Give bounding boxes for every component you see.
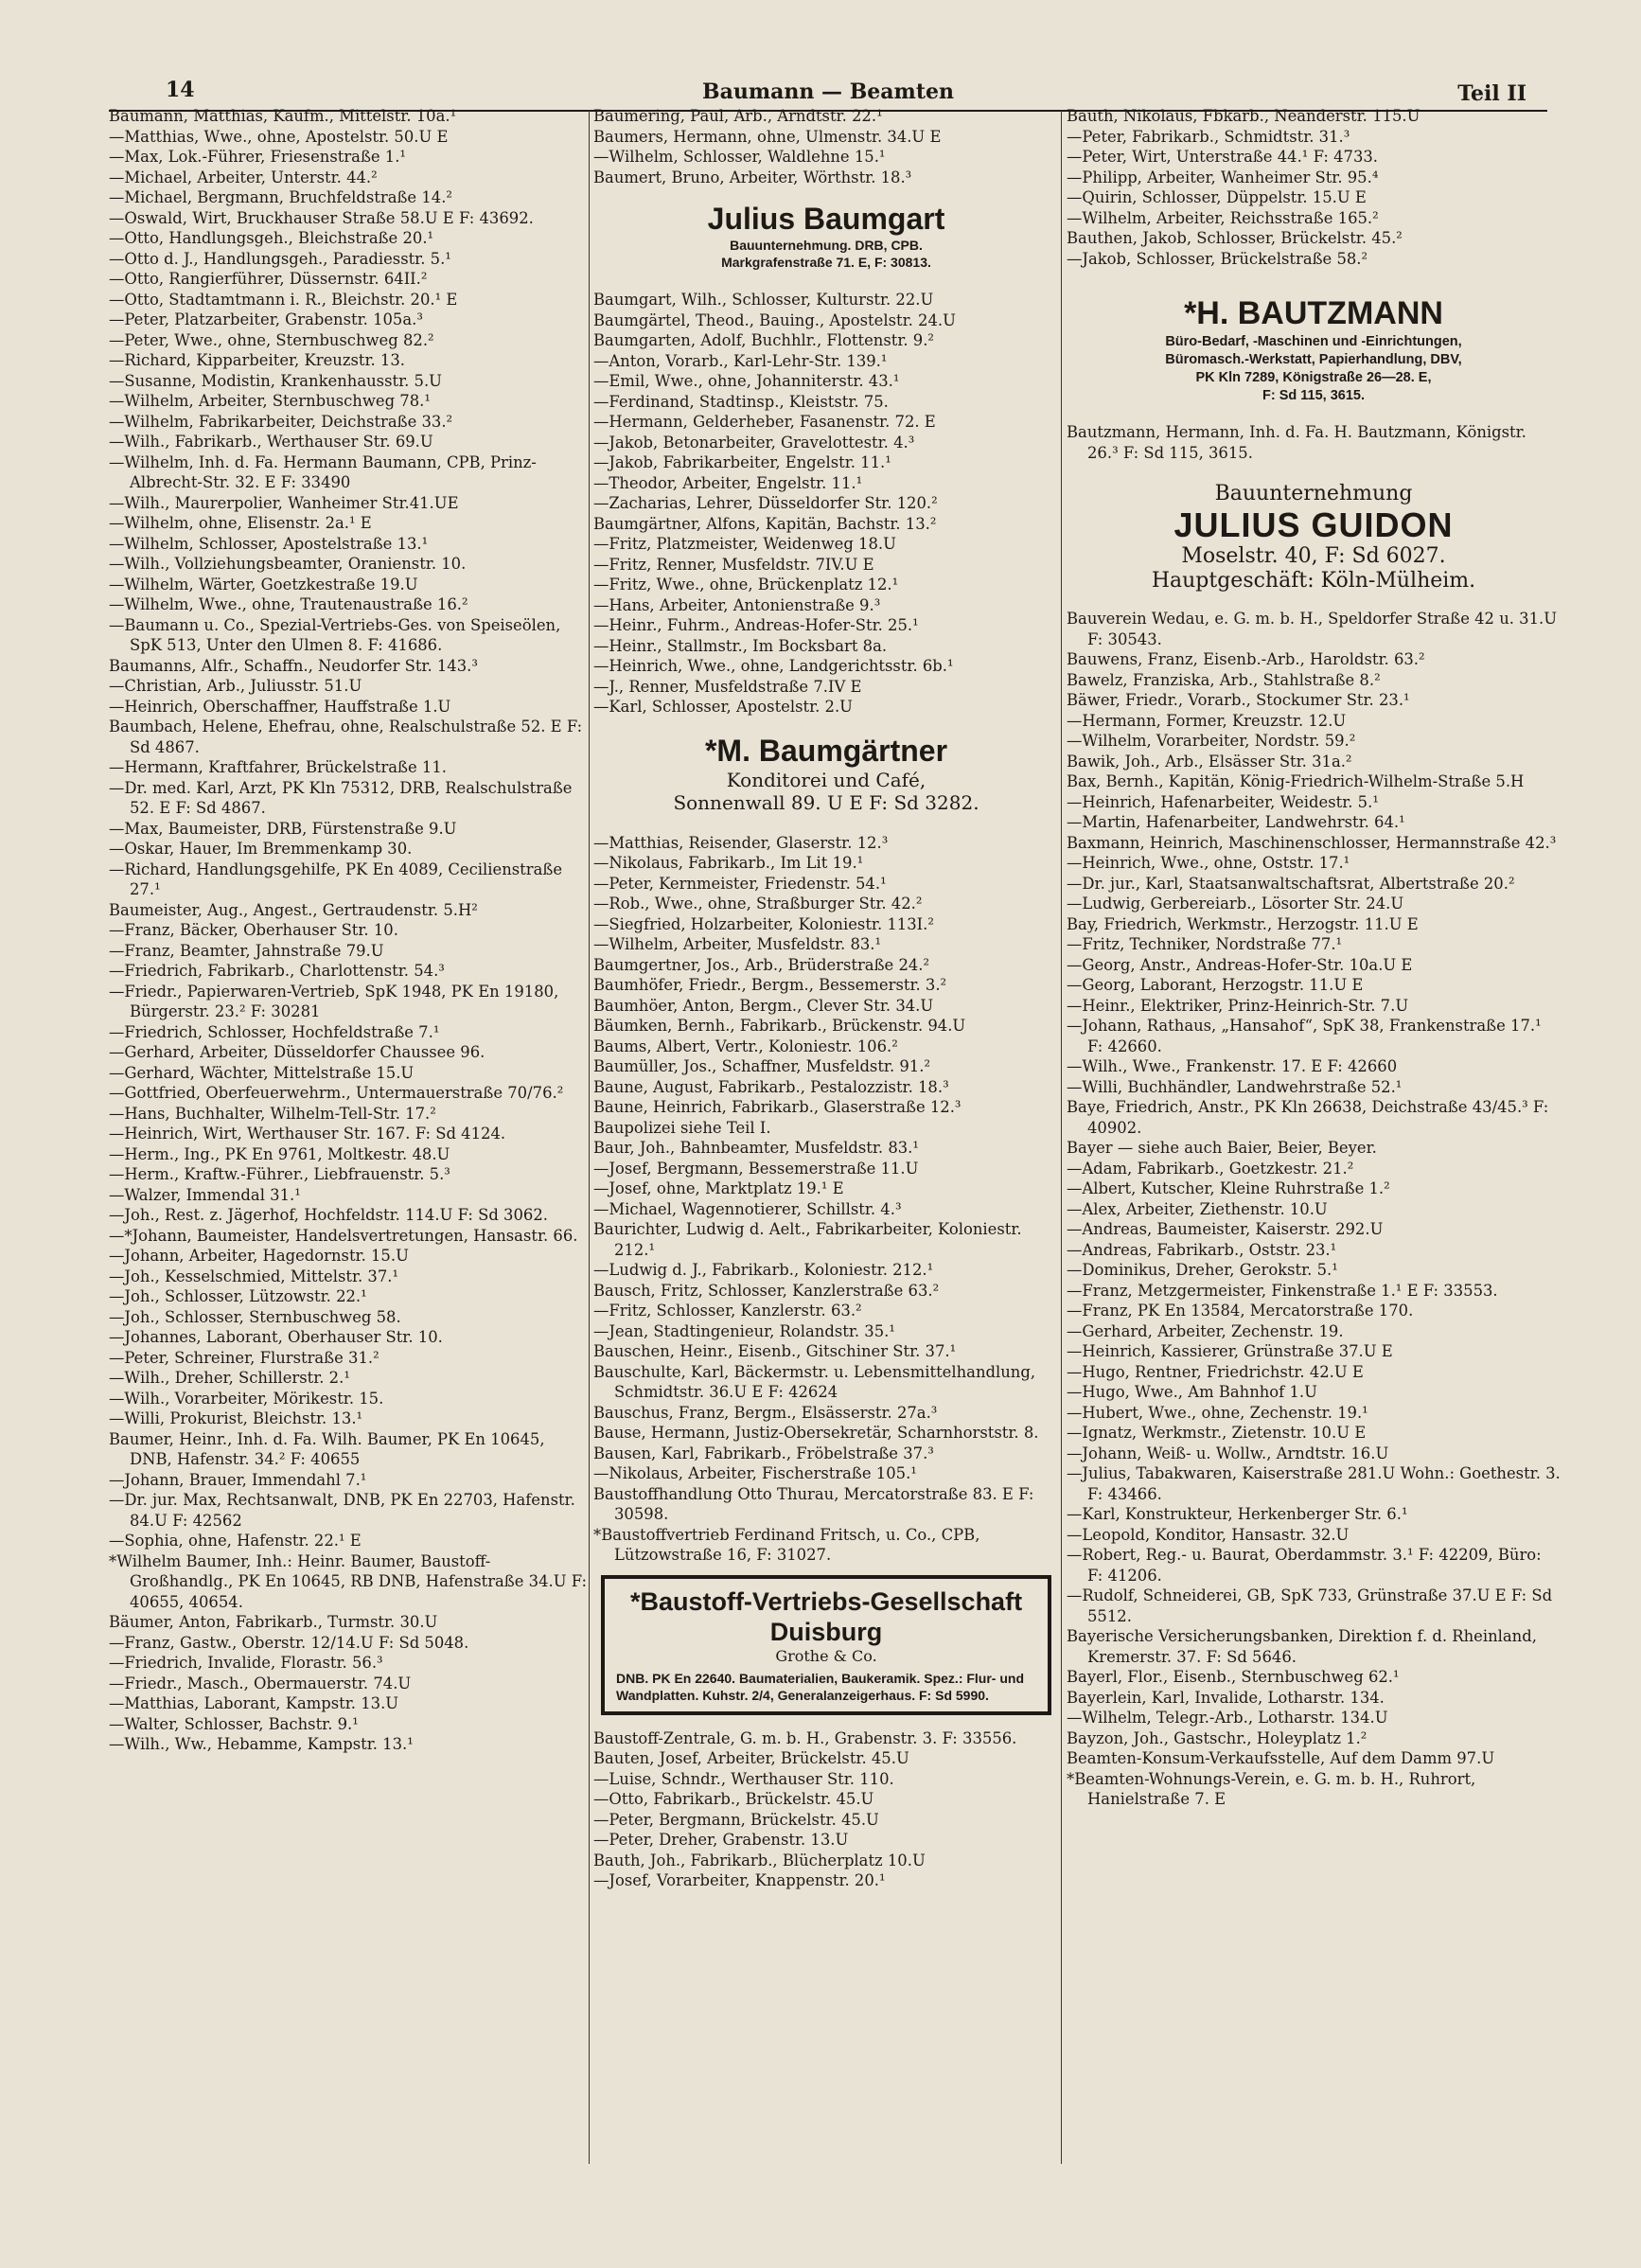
directory-entry: —Herm., Ing., PK En 9761, Moltkestr. 48.U <box>109 1144 450 1163</box>
directory-entry: —Dr. jur. Max, Rechtsanwalt, DNB, PK En 22703, Hafenstr. 84.U F: 42562 <box>109 1491 575 1530</box>
directory-entry: —Susanne, Modistin, Krankenhausstr. 5.U <box>109 371 442 390</box>
directory-entry: Bawelz, Franziska, Arb., Stahlstraße 8.² <box>1067 670 1381 689</box>
directory-entry: —Hermann, Former, Kreuzstr. 12.U <box>1067 711 1347 730</box>
directory-entry: Bautzmann, Hermann, Inh. d. Fa. H. Bautzmann, Königstr. 26.³ F: Sd 115, 3615. <box>1067 423 1526 462</box>
directory-entry: —Fritz, Schlosser, Kanzlerstr. 63.² <box>593 1302 862 1320</box>
directory-entry: Bauwens, Franz, Eisenb.-Arb., Haroldstr. 63.² <box>1067 650 1425 668</box>
directory-entry: *Wilhelm Baumer, Inh.: Heinr. Baumer, Baustoff-Großhandlg., PK En 10645, RB DNB, Hafenstraße 34.U F: 40655, 40654. <box>109 1551 588 1611</box>
directory-entry: —Anton, Vorarb., Karl-Lehr-Str. 139.¹ <box>593 351 888 370</box>
directory-entry: —Robert, Reg.- u. Baurat, Oberdammstr. 3.¹ F: 42209, Büro: F: 41206. <box>1067 1546 1542 1585</box>
directory-entry: —Peter, Bergmann, Brückelstr. 45.U <box>593 1810 879 1829</box>
directory-entry: —Walter, Schlosser, Bachstr. 9.¹ <box>109 1714 359 1733</box>
directory-entry: Bauten, Josef, Arbeiter, Brückelstr. 45.U <box>593 1749 909 1767</box>
directory-entry: —Oskar, Hauer, Im Bremmenkamp 30. <box>109 840 413 858</box>
directory-entry: —Gerhard, Arbeiter, Düsseldorfer Chaussee 96. <box>109 1043 485 1061</box>
directory-entry: —Willi, Prokurist, Bleichstr. 13.¹ <box>109 1409 363 1427</box>
directory-entry: —Karl, Schlosser, Apostelstr. 2.U <box>593 698 853 716</box>
directory-entry: Baumgarten, Adolf, Buchhlr., Flottenstr. 9.² <box>593 331 934 349</box>
directory-entry: Bauverein Wedau, e. G. m. b. H., Speldorfer Straße 42 u. 31.U F: 30543. <box>1067 610 1558 648</box>
ad-guidon <box>1067 482 1561 594</box>
directory-entry: —Friedrich, Schlosser, Hochfeldstraße 7.¹ <box>109 1022 440 1041</box>
directory-entry: Baumann, Matthias, Kaufm., Mittelstr. 10a.¹ <box>109 107 457 125</box>
entry-list <box>593 833 1059 1566</box>
directory-entry: —Joh., Rest. z. Jägerhof, Hochfeldstr. 114.U F: Sd 3062. <box>109 1206 548 1224</box>
directory-entry: —Heinr., Fuhrm., Andreas-Hofer-Str. 25.¹ <box>593 616 919 634</box>
column-middle <box>593 106 1059 1891</box>
directory-entry: —Nikolaus, Arbeiter, Fischerstraße 105.¹ <box>593 1464 917 1482</box>
column-left <box>109 106 588 1755</box>
directory-entry: —Hans, Arbeiter, Antonienstraße 9.³ <box>593 595 881 614</box>
directory-entry: —Otto, Rangierführer, Düssernstr. 64II.² <box>109 270 428 288</box>
directory-entry: —Ludwig, Gerbereiarb., Lösorter Str. 24.U <box>1067 895 1404 913</box>
directory-entry: —Heinrich, Wwe., ohne, Landgerichtsstr. 6b.¹ <box>593 657 954 675</box>
directory-entry: —Hermann, Gelderheber, Fasanenstr. 72. E <box>593 413 936 431</box>
ad-baumgart-line1: Bauunternehmung. DRB, CPB. <box>730 238 923 253</box>
directory-entry: —Franz, Bäcker, Oberhauser Str. 10. <box>109 921 398 939</box>
directory-entry: —Richard, Handlungsgehilfe, PK En 4089, Cecilienstraße 27.¹ <box>109 859 563 898</box>
entry-list <box>1067 609 1561 1810</box>
directory-entry: —Gerhard, Arbeiter, Zechenstr. 19. <box>1067 1321 1344 1340</box>
directory-entry: —Wilh., Vorarbeiter, Mörikestr. 15. <box>109 1389 384 1408</box>
directory-entry: Baumbach, Helene, Ehefrau, ohne, Realschulstraße 52. E F: Sd 4867. <box>109 718 583 756</box>
directory-entry: —Hugo, Rentner, Friedrichstr. 42.U E <box>1067 1362 1364 1381</box>
directory-entry: —Franz, Gastw., Oberstr. 12/14.U F: Sd 5048. <box>109 1633 469 1652</box>
directory-entry: —Joh., Schlosser, Sternbuschweg 58. <box>109 1307 401 1326</box>
directory-entry: —Heinrich, Hafenarbeiter, Weidestr. 5.¹ <box>1067 792 1379 811</box>
directory-entry: —Heinr., Stallmstr., Im Bocksbart 8a. <box>593 636 888 655</box>
directory-entry: —Adam, Fabrikarb., Goetzkestr. 21.² <box>1067 1159 1354 1178</box>
ad-guidon-name: JULIUS GUIDON <box>1173 505 1454 544</box>
directory-entry: —Dominikus, Dreher, Gerokstr. 5.¹ <box>1067 1261 1338 1279</box>
directory-entry: —Max, Lok.-Führer, Friesenstraße 1.¹ <box>109 148 407 166</box>
directory-entry: —Nikolaus, Fabrikarb., Im Lit 19.¹ <box>593 854 864 872</box>
directory-entry: —Georg, Anstr., Andreas-Hofer-Str. 10a.U E <box>1067 955 1413 974</box>
directory-entry: —Wilhelm, Arbeiter, Sternbuschweg 78.¹ <box>109 392 431 410</box>
directory-entry: —Wilhelm, Schlosser, Waldlehne 15.¹ <box>593 148 886 166</box>
ad-bautzmann-line2: Büromasch.-Werkstatt, Papierhandlung, DBV, <box>1165 352 1462 367</box>
directory-entry: Baupolizei siehe Teil I. <box>593 1118 771 1137</box>
directory-entry: —Jean, Stadtingenieur, Rolandstr. 35.¹ <box>593 1321 895 1340</box>
directory-entry: —Willi, Buchhändler, Landwehrstraße 52.¹ <box>1067 1077 1403 1096</box>
directory-entry: —Wilh., Ww., Hebamme, Kampstr. 13.¹ <box>109 1735 414 1753</box>
directory-entry: —Otto, Handlungsgeh., Bleichstraße 20.¹ <box>109 229 434 247</box>
directory-entry: —Wilhelm, Schlosser, Apostelstraße 13.¹ <box>109 534 429 553</box>
ad-bautzmann <box>1067 293 1561 405</box>
entry-list <box>1067 106 1561 269</box>
directory-entry: —Wilh., Vollziehungsbeamter, Oranienstr. 10. <box>109 555 467 573</box>
directory-entry: Baur, Joh., Bahnbeamter, Musfeldstr. 83.¹ <box>593 1139 919 1157</box>
directory-entry: Bawik, Joh., Arb., Elsässer Str. 31a.² <box>1067 752 1352 771</box>
directory-entry: Bäwer, Friedr., Vorarb., Stockumer Str. 23.¹ <box>1067 691 1410 709</box>
directory-entry: Bayzon, Joh., Gastschr., Holeyplatz 1.² <box>1067 1728 1368 1747</box>
ad-bautzmann-line1: Büro-Bedarf, -Maschinen und -Einrichtungen, <box>1165 334 1462 349</box>
directory-entry: —Peter, Platzarbeiter, Grabenstr. 105a.³ <box>109 310 423 328</box>
directory-entry: —Sophia, ohne, Hafenstr. 22.¹ E <box>109 1532 362 1550</box>
directory-entry: —Wilhelm, Wwe., ohne, Trautenaustraße 16.² <box>109 595 468 613</box>
directory-entry: —Dr. jur., Karl, Staatsanwaltschaftsrat, Albertstraße 20.² <box>1067 874 1515 893</box>
directory-entry: Baumer, Heinr., Inh. d. Fa. Wilh. Baumer, PK En 10645, DNB, Hafenstr. 34.² F: 40655 <box>109 1429 545 1468</box>
directory-entry: —Martin, Hafenarbeiter, Landwehrstr. 64.¹ <box>1067 813 1405 831</box>
directory-entry: —Heinrich, Wwe., ohne, Oststr. 17.¹ <box>1067 854 1350 872</box>
ad-guidon-line3: Hauptgeschäft: Köln-Mülheim. <box>1151 569 1476 593</box>
directory-entry: —Wilhelm, Fabrikarbeiter, Deichstraße 33.² <box>109 412 453 431</box>
directory-entry: —Peter, Fabrikarb., Schmidtstr. 31.³ <box>1067 127 1350 146</box>
ad-guidon-line2: Moselstr. 40, F: Sd 6027. <box>1181 544 1446 568</box>
directory-entry: —Karl, Konstrukteur, Herkenberger Str. 6.¹ <box>1067 1505 1408 1523</box>
directory-entry: —Walzer, Immendal 31.¹ <box>109 1185 301 1204</box>
directory-entry: —Siegfried, Holzarbeiter, Koloniestr. 113I.² <box>593 914 934 933</box>
directory-entry: Bausch, Fritz, Schlosser, Kanzlerstraße 63.² <box>593 1281 940 1300</box>
directory-entry: —Matthias, Reisender, Glaserstr. 12.³ <box>593 833 889 852</box>
directory-entry: —Franz, PK En 13584, Mercatorstraße 170. <box>1067 1302 1414 1320</box>
directory-entry: Baumgärtel, Theod., Bauing., Apostelstr. 24.U <box>593 310 956 329</box>
directory-entry: Baune, August, Fabrikarb., Pestalozzistr. 18.³ <box>593 1077 949 1096</box>
directory-entry: —Ignatz, Werkmstr., Zietenstr. 10.U E <box>1067 1424 1367 1442</box>
directory-entry: —Peter, Dreher, Grabenstr. 13.U <box>593 1831 849 1849</box>
directory-entry: Bause, Hermann, Justiz-Obersekretär, Scharnhorststr. 8. <box>593 1424 1039 1442</box>
directory-entry: —Hans, Buchhalter, Wilhelm-Tell-Str. 17.² <box>109 1104 436 1123</box>
directory-entry: —Peter, Kernmeister, Friedenstr. 54.¹ <box>593 874 887 893</box>
directory-entry: —Johannes, Laborant, Oberhauser Str. 10. <box>109 1328 443 1346</box>
directory-entry: —Hugo, Wwe., Am Bahnhof 1.U <box>1067 1383 1317 1401</box>
directory-entry: —Johann, Weiß- u. Wollw., Arndtstr. 16.U <box>1067 1444 1389 1462</box>
directory-entry: Baumgertner, Jos., Arb., Brüderstraße 24.² <box>593 955 930 974</box>
directory-entry: —Herm., Kraftw.-Führer., Liebfrauenstr. 5.³ <box>109 1165 450 1183</box>
directory-entry: Baums, Albert, Vertr., Koloniestr. 106.² <box>593 1037 898 1055</box>
directory-entry: —Peter, Wirt, Unterstraße 44.¹ F: 4733. <box>1067 148 1379 166</box>
directory-entry: —Wilhelm, Vorarbeiter, Nordstr. 59.² <box>1067 732 1356 750</box>
directory-entry: Baurichter, Ludwig d. Aelt., Fabrikarbeiter, Koloniestr. 212.¹ <box>593 1220 1022 1259</box>
directory-entry: —Emil, Wwe., ohne, Johanniterstr. 43.¹ <box>593 372 900 390</box>
directory-entry: —Josef, ohne, Marktplatz 19.¹ E <box>593 1179 844 1197</box>
directory-entry: —Heinrich, Oberschaffner, Hauffstraße 1.U <box>109 697 451 716</box>
directory-entry: —Josef, Vorarbeiter, Knappenstr. 20.¹ <box>593 1871 886 1889</box>
directory-entry: —Heinr., Elektriker, Prinz-Heinrich-Str. 7.U <box>1067 996 1409 1015</box>
directory-entry: —Wilhelm, Telegr.-Arb., Lotharstr. 134.U <box>1067 1709 1388 1727</box>
directory-entry: Baustoff-Zentrale, G. m. b. H., Grabenstr. 3. F: 33556. <box>593 1728 1017 1747</box>
directory-entry: —Joh., Kesselschmied, Mittelstr. 37.¹ <box>109 1267 399 1285</box>
directory-entry: Baumeister, Aug., Angest., Gertraudenstr. 5.H² <box>109 900 478 919</box>
directory-entry: —Fritz, Wwe., ohne, Brückenplatz 12.¹ <box>593 576 899 594</box>
directory-entry: Baumering, Paul, Arb., Arndtstr. 22.¹ <box>593 107 883 125</box>
entry-list <box>109 106 588 1755</box>
directory-entry: Baumanns, Alfr., Schaffn., Neudorfer Str. 143.³ <box>109 656 478 675</box>
entry-list <box>593 1728 1059 1891</box>
directory-entry: —Matthias, Laborant, Kampstr. 13.U <box>109 1694 399 1712</box>
ad-bautzmann-line3: PK Kln 7289, Königstraße 26—28. E, <box>1195 370 1432 385</box>
directory-entry: —Otto, Fabrikarb., Brückelstr. 45.U <box>593 1790 874 1808</box>
directory-entry: Bauschus, Franz, Bergm., Elsässerstr. 27a.³ <box>593 1403 938 1422</box>
directory-entry: Bayerische Versicherungsbanken, Direktion f. d. Rheinland, Kremerstr. 37. F: Sd 5646. <box>1067 1627 1537 1666</box>
ad-baustoff-box <box>601 1575 1051 1715</box>
directory-entry: —Franz, Metzgermeister, Finkenstraße 1.¹ E F: 33553. <box>1067 1281 1498 1300</box>
directory-entry: Bausen, Karl, Fabrikarb., Fröbelstraße 37.³ <box>593 1444 934 1462</box>
directory-entry: Baumgärtner, Alfons, Kapitän, Bachstr. 13.² <box>593 514 937 533</box>
directory-entry: Bayerl, Flor., Eisenb., Sternbuschweg 62.¹ <box>1067 1668 1400 1686</box>
directory-entry: —Peter, Schreiner, Flurstraße 31.² <box>109 1348 379 1367</box>
directory-entry: —Heinrich, Kassierer, Grünstraße 37.U E <box>1067 1342 1393 1360</box>
directory-entry: Baustoffhandlung Otto Thurau, Mercatorstraße 83. E F: 30598. <box>593 1484 1034 1523</box>
directory-entry: —Wilhelm, ohne, Elisenstr. 2a.¹ E <box>109 514 372 532</box>
directory-entry: —Jakob, Betonarbeiter, Gravelottestr. 4.³ <box>593 433 915 452</box>
directory-entry: —Theodor, Arbeiter, Engelstr. 11.¹ <box>593 473 863 492</box>
directory-entry: —Rudolf, Schneiderei, GB, SpK 733, Grünstraße 37.U E F: Sd 5512. <box>1067 1586 1553 1625</box>
directory-entry: —Andreas, Fabrikarb., Oststr. 23.¹ <box>1067 1240 1337 1259</box>
directory-entry: —Wilh., Wwe., Frankenstr. 17. E F: 42660 <box>1067 1057 1398 1075</box>
directory-entry: —Friedr., Papierwaren-Vertrieb, SpK 1948, PK En 19180, Bürgerstr. 23.² F: 30281 <box>109 982 559 1020</box>
ad-guidon-line1: Bauunternehmung <box>1214 482 1413 505</box>
directory-entry: —Wilh., Maurerpolier, Wanheimer Str.41.UE <box>109 493 459 512</box>
directory-entry: Baumert, Bruno, Arbeiter, Wörthstr. 18.³ <box>593 168 912 186</box>
ad-baumgaertner <box>593 733 1059 814</box>
directory-entry: —Christian, Arb., Juliusstr. 51.U <box>109 677 362 695</box>
directory-entry: —Otto, Stadtamtmann i. R., Bleichstr. 20.¹ E <box>109 290 458 309</box>
column-right <box>1067 106 1561 1810</box>
directory-entry: —Jakob, Schlosser, Brückelstraße 58.² <box>1067 249 1368 268</box>
directory-entry: —Matthias, Wwe., ohne, Apostelstr. 50.U E <box>109 127 449 146</box>
directory-entry: —Peter, Wwe., ohne, Sternbuschweg 82.² <box>109 330 434 349</box>
directory-entry: Baye, Friedrich, Anstr., PK Kln 26638, Deichstraße 43/45.³ F: 40902. <box>1067 1098 1549 1137</box>
directory-entry: —Josef, Bergmann, Bessemerstraße 11.U <box>593 1159 919 1178</box>
directory-entry: Bayer — siehe auch Baier, Beier, Beyer. <box>1067 1139 1377 1157</box>
directory-entry: —Otto d. J., Handlungsgeh., Paradiesstr. 5.¹ <box>109 249 451 268</box>
directory-entry: —Albert, Kutscher, Kleine Ruhrstraße 1.² <box>1067 1179 1390 1197</box>
directory-entry: Bauth, Joh., Fabrikarb., Blücherplatz 10.U <box>593 1851 926 1869</box>
column-divider <box>1061 110 1062 2164</box>
directory-entry: Baune, Heinrich, Fabrikarb., Glaserstraße 12.³ <box>593 1098 962 1116</box>
directory-entry: —Friedrich, Invalide, Florastr. 56.³ <box>109 1654 383 1672</box>
directory-entry: —Alex, Arbeiter, Ziethenstr. 10.U <box>1067 1199 1328 1218</box>
entry-list <box>593 290 1059 718</box>
directory-entry: —Gerhard, Wächter, Mittelstraße 15.U <box>109 1063 415 1082</box>
directory-entry: Bayerlein, Karl, Invalide, Lotharstr. 134. <box>1067 1688 1385 1707</box>
directory-entry: —Wilhelm, Arbeiter, Musfeldstr. 83.¹ <box>593 935 882 953</box>
ad-baustoff-title: *Baustoff-Vertriebs-Gesellschaft Duisburg <box>629 1586 1023 1646</box>
directory-entry: —Ferdinand, Stadtinsp., Kleiststr. 75. <box>593 392 889 411</box>
ad-baumgaertner-name: *M. Baumgärtner <box>704 733 948 768</box>
column-divider <box>589 110 590 2164</box>
directory-entry: —Jakob, Fabrikarbeiter, Engelstr. 11.¹ <box>593 453 891 471</box>
directory-entry: —J., Renner, Musfeldstraße 7.IV E <box>593 677 862 696</box>
directory-entry: Bäumer, Anton, Fabrikarb., Turmstr. 30.U <box>109 1613 438 1631</box>
directory-entry: Baumhöfer, Friedr., Bergm., Bessemerstr. 3.² <box>593 976 947 994</box>
directory-entry: —Johann, Rathaus, „Hansahof“, SpK 38, Frankenstraße 17.¹ F: 42660. <box>1067 1017 1542 1055</box>
directory-entry: —Joh., Schlosser, Lützowstr. 22.¹ <box>109 1287 367 1305</box>
directory-entry: —Wilh., Fabrikarb., Werthauser Str. 69.U <box>109 433 433 451</box>
directory-entry: —Zacharias, Lehrer, Düsseldorfer Str. 120.² <box>593 494 938 512</box>
directory-entry: —Michael, Arbeiter, Unterstr. 44.² <box>109 168 378 186</box>
directory-entry: —Philipp, Arbeiter, Wanheimer Str. 95.⁴ <box>1067 168 1379 186</box>
directory-entry: Bauthen, Jakob, Schlosser, Brückelstr. 45.² <box>1067 229 1403 247</box>
directory-entry: —Wilhelm, Arbeiter, Reichsstraße 165.² <box>1067 208 1379 227</box>
page-number: 14 <box>166 78 195 102</box>
directory-entry: *Beamten-Wohnungs-Verein, e. G. m. b. H., Ruhrort, Hanielstraße 7. E <box>1067 1769 1476 1808</box>
directory-entry: —Max, Baumeister, DRB, Fürstenstraße 9.U <box>109 819 457 838</box>
directory-entry: *Baustoffvertrieb Ferdinand Fritsch, u. Co., CPB, Lützowstraße 16, F: 31027. <box>593 1525 980 1564</box>
directory-entry: Bay, Friedrich, Werkmstr., Herzogstr. 11.U E <box>1067 914 1419 933</box>
ad-baustoff-body: DNB. PK En 22640. Baumaterialien, Baukeramik. Spez.: Flur- und Wandplatten. Kuhstr. 2/4, Generalanzeigerhaus. F: Sd 5990. <box>616 1670 1025 1703</box>
directory-entry: —Michael, Wagennotierer, Schillstr. 4.³ <box>593 1199 902 1218</box>
ad-bautzmann-title: *H. BAUTZMANN <box>1184 295 1443 331</box>
directory-entry: Baxmann, Heinrich, Maschinenschlosser, Hermannstraße 42.³ <box>1067 833 1557 852</box>
directory-entry: —Richard, Kipparbeiter, Kreuzstr. 13. <box>109 351 405 369</box>
directory-entry: —Rob., Wwe., ohne, Straßburger Str. 42.² <box>593 895 923 913</box>
directory-entry: Baumers, Hermann, ohne, Ulmenstr. 34.U E <box>593 127 942 146</box>
directory-entry: —Fritz, Platzmeister, Weidenweg 18.U <box>593 535 896 553</box>
directory-entry: —Wilh., Dreher, Schillerstr. 2.¹ <box>109 1369 350 1387</box>
directory-entry: —Julius, Tabakwaren, Kaiserstraße 281.U Wohn.: Goethestr. 3. F: 43466. <box>1067 1464 1561 1503</box>
directory-entry: —Franz, Beamter, Jahnstraße 79.U <box>109 941 384 960</box>
directory-entry: —Wilhelm, Wärter, Goetzkestraße 19.U <box>109 575 418 594</box>
directory-entry: —Hubert, Wwe., ohne, Zechenstr. 19.¹ <box>1067 1403 1368 1422</box>
directory-entry: —Andreas, Baumeister, Kaiserstr. 292.U <box>1067 1220 1384 1238</box>
directory-entry: —Baumann u. Co., Spezial-Vertriebs-Ges. von Speiseölen, SpK 513, Unter den Ulmen 8. F: 41686. <box>109 615 561 654</box>
directory-entry: —Friedrich, Fabrikarb., Charlottenstr. 54.³ <box>109 962 445 980</box>
ad-baustoff-sub: Grothe & Co. <box>775 1646 877 1665</box>
running-title: Baumann — Beamten <box>702 80 954 104</box>
directory-entry: —Gottfried, Oberfeuerwehrm., Untermauerstraße 70/76.² <box>109 1084 564 1102</box>
directory-entry: —Hermann, Kraftfahrer, Brückelstraße 11. <box>109 758 447 776</box>
directory-entry: —Ludwig d. J., Fabrikarb., Koloniestr. 212.¹ <box>593 1261 934 1279</box>
directory-entry: —*Johann, Baumeister, Handelsvertretungen, Hansastr. 66. <box>109 1226 578 1245</box>
directory-entry: —Friedr., Masch., Obermauerstr. 74.U <box>109 1674 412 1692</box>
directory-entry: —Fritz, Techniker, Nordstraße 77.¹ <box>1067 935 1343 953</box>
entry-list <box>1067 422 1561 463</box>
ad-bautzmann-line4: F: Sd 115, 3615. <box>1262 388 1365 403</box>
directory-entry: —Michael, Bergmann, Bruchfeldstraße 14.² <box>109 188 452 206</box>
part-label: Teil II <box>1457 81 1526 106</box>
directory-entry: —Wilhelm, Inh. d. Fa. Hermann Baumann, CPB, Prinz-Albrecht-Str. 32. E F: 33490 <box>109 452 537 491</box>
ad-baumgaertner-line1: Konditorei und Café, <box>726 768 926 791</box>
directory-entry: —Dr. med. Karl, Arzt, PK Kln 75312, DRB, Realschulstraße 52. E F: Sd 4867. <box>109 778 573 817</box>
directory-entry: Baumüller, Jos., Schaffner, Musfeldstr. 91.² <box>593 1057 931 1075</box>
directory-entry: —Heinrich, Wirt, Werthauser Str. 167. F: Sd 4124. <box>109 1125 506 1143</box>
directory-entry: —Johann, Brauer, Immendahl 7.¹ <box>109 1470 367 1489</box>
directory-entry: Bäumken, Bernh., Fabrikarb., Brückenstr. 94.U <box>593 1017 966 1035</box>
ad-baumgart-name: Julius Baumgart <box>707 202 945 236</box>
directory-entry: Bauschulte, Karl, Bäckermstr. u. Lebensmittelhandlung, Schmidtstr. 36.U E F: 42624 <box>593 1362 1036 1401</box>
directory-entry: Baumgart, Wilh., Schlosser, Kulturstr. 22.U <box>593 291 934 309</box>
directory-entry: Bauth, Nikolaus, Fbkarb., Neanderstr. 115.U <box>1067 107 1420 125</box>
directory-entry: —Quirin, Schlosser, Düppelstr. 15.U E <box>1067 188 1367 206</box>
directory-entry: Baumhöer, Anton, Bergm., Clever Str. 34.U <box>593 996 934 1015</box>
ad-baumgart-line2: Markgrafenstraße 71. E, F: 30813. <box>721 255 931 270</box>
ad-baumgart <box>593 201 1059 271</box>
directory-entry: —Johann, Arbeiter, Hagedornstr. 15.U <box>109 1247 409 1265</box>
directory-entry: Beamten-Konsum-Verkaufsstelle, Auf dem Damm 97.U <box>1067 1749 1495 1767</box>
entry-list <box>593 106 1059 187</box>
directory-entry: —Leopold, Konditor, Hansastr. 32.U <box>1067 1525 1350 1544</box>
directory-entry: —Fritz, Renner, Musfeldstr. 7IV.U E <box>593 555 874 574</box>
directory-entry: —Georg, Laborant, Herzogstr. 11.U E <box>1067 976 1364 994</box>
directory-entry: —Oswald, Wirt, Bruckhauser Straße 58.U E F: 43692. <box>109 208 534 227</box>
directory-entry: —Luise, Schndr., Werthauser Str. 110. <box>593 1769 894 1788</box>
ad-baumgaertner-line2: Sonnenwall 89. U E F: Sd 3282. <box>673 790 979 814</box>
directory-entry: Bax, Bernh., Kapitän, König-Friedrich-Wilhelm-Straße 5.H <box>1067 772 1525 790</box>
directory-entry: Bauschen, Heinr., Eisenb., Gitschiner Str. 37.¹ <box>593 1342 957 1360</box>
